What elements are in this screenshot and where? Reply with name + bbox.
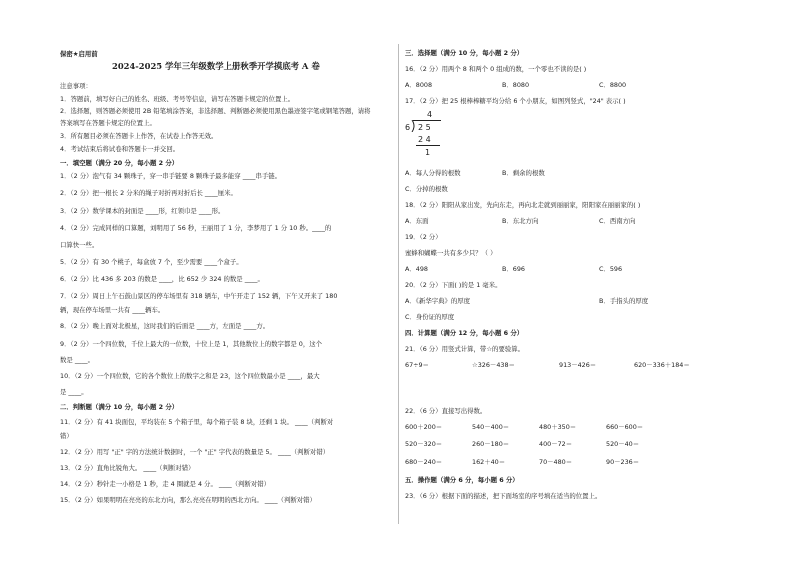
- calc-item: 260－180＝: [472, 440, 510, 448]
- question-line: 10．（2 分）一个四位数，它的各个数位上的数字之和是 23，这个四位数最小是 ____，最大: [60, 372, 320, 380]
- calc-item: 90－236＝: [606, 458, 640, 466]
- question-line: 1．（2 分）泡气有 34 颗珠子，穿一串手链要 8 颗珠子最多能穿 ____串手链。: [60, 172, 282, 180]
- option: B．剩余的根数: [502, 169, 545, 177]
- question-line: 蜜蜂和蝴蝶一共有多少只？（ ）: [405, 249, 497, 257]
- notice-line: 2．选择题，则答题必须使用 2B 铅笔填涂答案，非选择题、判断题必须使用黑色墨迹签字笔或钢笔答题，请将: [60, 107, 371, 115]
- calc-item: 67÷9＝: [405, 361, 429, 369]
- subtraction-line: [416, 145, 440, 146]
- options-row: [405, 265, 622, 273]
- division-bracket: [411, 120, 417, 132]
- question-line: 14．（2 分）秒针走一小格是 1 秒，走 4 圈就是 4 分。 ____（判断对错）: [60, 480, 270, 488]
- division-product: 2 4: [418, 135, 431, 144]
- question-line: 是 ____。: [60, 388, 88, 396]
- option: C．分掉的根数: [405, 185, 448, 193]
- question-line: 6．（2 分）比 436 多 203 的数是 ____，比 652 少 324 的数是 ____。: [60, 275, 264, 283]
- question-line: 21．（6 分）用竖式计算，带☆的要验算。: [405, 345, 525, 353]
- calc-item: 540－400＝: [472, 423, 510, 431]
- division-remainder: 1: [425, 148, 431, 157]
- calc-item: 480＋350＝: [539, 423, 577, 431]
- section-heading: 三．选择题（满分 10 分，每小题 2 分）: [405, 49, 524, 57]
- calc-item: 660－600＝: [606, 423, 644, 431]
- question-line: 19．（2 分）: [405, 233, 442, 241]
- question-line: 2．（2 分）把一根长 2 分米的绳子对折再对折后长 ____厘米。: [60, 189, 237, 197]
- question-line: 8．（2 分）晚上面对北极星，这时我们的后面是 ____方，左面是 ____方。: [60, 322, 270, 330]
- calc-row: [405, 361, 690, 369]
- calc-item: 620－336＋184＝: [634, 361, 690, 369]
- question-line: 5．（2 分）有 30 个桃子，每盒放 7 个，至少需要 ____个盒子。: [60, 258, 243, 266]
- secret-label: 保密★启用前: [60, 50, 98, 58]
- division-bar: [413, 120, 441, 121]
- option: C．西南方向: [599, 217, 636, 225]
- question-line: 22．（6 分）直接写出得数。: [405, 407, 487, 415]
- long-division-figure: [405, 110, 445, 166]
- question-line: 18．（2 分）阳阳从家出发，先向东走，再向北走就到丽丽家，阳阳家在丽丽家的( ): [405, 201, 641, 209]
- option: B．手指头的厚度: [599, 297, 649, 305]
- calc-item: 70－480＝: [539, 458, 573, 466]
- calc-item: 162＋40＝: [472, 458, 506, 466]
- calc-item: 520－40＝: [606, 440, 640, 448]
- question-line: 辆，现在停车场里一共有 ____辆车。: [60, 306, 165, 314]
- question-line: 13．（2 分）直角比锐角大。 ____（判断对错）: [60, 464, 195, 472]
- notice-heading: 注意事项：: [60, 82, 92, 90]
- option: A．《新华字典》的厚度: [405, 297, 471, 305]
- question-line: 错）: [60, 432, 73, 440]
- section-heading: 五．操作题（满分 6 分，每小题 6 分）: [405, 476, 519, 484]
- option: A．东面: [405, 217, 429, 225]
- paper-title: 2024-2025 学年三年级数学上册秋季开学摸底考 A 卷: [112, 61, 320, 71]
- option: A．8008: [405, 81, 433, 89]
- calc-item: 913－426＝: [559, 361, 597, 369]
- calc-item: ☆326－438＝: [472, 361, 515, 369]
- notice-line: 答案填写在答题卡规定的位置上。: [60, 119, 156, 127]
- calc-item: 680－240＝: [405, 458, 443, 466]
- division-divisor: 6: [405, 123, 411, 132]
- options-row: [405, 169, 599, 177]
- question-line: 20．（2 分）下面( )的是 1 毫米。: [405, 281, 502, 289]
- division-dividend: 2 5: [418, 123, 431, 132]
- notice-line: 1．答题前，填写好自己的姓名、班级、考号等信息，请写在答题卡规定的位置上。: [60, 95, 295, 103]
- column-divider: [398, 44, 399, 524]
- question-line: 16．（2 分）用两个 8 和两个 0 组成的数，一个零也不读的是( ): [405, 65, 587, 73]
- question-line: 7．（2 分）周日上午石鼓山景区的停车场里有 318 辆车，中午开走了 152 辆，下午又开来了 180: [60, 292, 338, 300]
- option: C．身份证的厚度: [405, 313, 455, 321]
- calc-item: 400－72＝: [539, 440, 573, 448]
- option: B．8080: [502, 81, 530, 89]
- calc-row: [405, 440, 639, 448]
- option: C．596: [599, 265, 623, 273]
- options-row: [405, 81, 626, 89]
- option: C．8800: [599, 81, 627, 89]
- calc-item: 600＋200＝: [405, 423, 443, 431]
- question-line: 9．（2 分）一个四位数，千位上最大的一位数，十位上是 1，其他数位上的数字都是 0，这个: [60, 340, 322, 348]
- question-line: 12．（2 分）用写 "正" 字的方法统计数据时，一个 "正" 字代表的数量是 5。 ____（判断对错）: [60, 448, 330, 456]
- question-line: 口算快一些。: [60, 241, 99, 249]
- options-row: [405, 297, 648, 305]
- calc-item: 520－320＝: [405, 440, 443, 448]
- notice-line: 4．考试结束后将试卷和答题卡一并交回。: [60, 145, 180, 153]
- section-heading: 二．判断题（满分 10 分，每小题 2 分）: [60, 403, 179, 411]
- calc-row: [405, 458, 639, 466]
- section-heading: 四．计算题（满分 12 分，每小题 6 分）: [405, 329, 524, 337]
- question-line: 数是 ____。: [60, 356, 94, 364]
- notice-line: 3．所有题目必须在答题卡上作答，在试卷上作答无效。: [60, 132, 218, 140]
- question-line: 15．（2 分）如果明明在亮亮的东北方向，那么亮亮在明明的西北方向。 ____（判断对错）: [60, 496, 316, 504]
- option: B．696: [502, 265, 525, 273]
- option: A．每人分得的根数: [405, 169, 461, 177]
- options-row: [405, 217, 635, 225]
- question-line: 11．（2 分）有 41 块面包，平均装在 5 个箱子里，每个箱子装 8 块，还剩 1 块。 ____（判断对: [60, 418, 334, 426]
- question-line: 23．（6 分）根据下面的描述，把下面场室的序号填在适当的位置上。: [405, 492, 602, 500]
- question-line: 3．（2 分）数学课本的封面是 ____形，红领巾是 ____形。: [60, 207, 225, 215]
- division-quotient: 4: [427, 110, 433, 119]
- option: A．498: [405, 265, 428, 273]
- question-line: 17．（2 分）把 25 根棒棒糖平均分给 6 个小朋友，如图列竖式，"24" 表示( ): [405, 97, 626, 105]
- option: B．东北方向: [502, 217, 539, 225]
- question-line: 4．（2 分）完成同样的口算题，刘明用了 56 秒，王丽用了 1 分，李梦用了 1 分 10 秒。____的: [60, 224, 332, 232]
- calc-row: [405, 423, 643, 431]
- section-heading: 一．填空题（满分 20 分，每小题 2 分）: [60, 159, 179, 167]
